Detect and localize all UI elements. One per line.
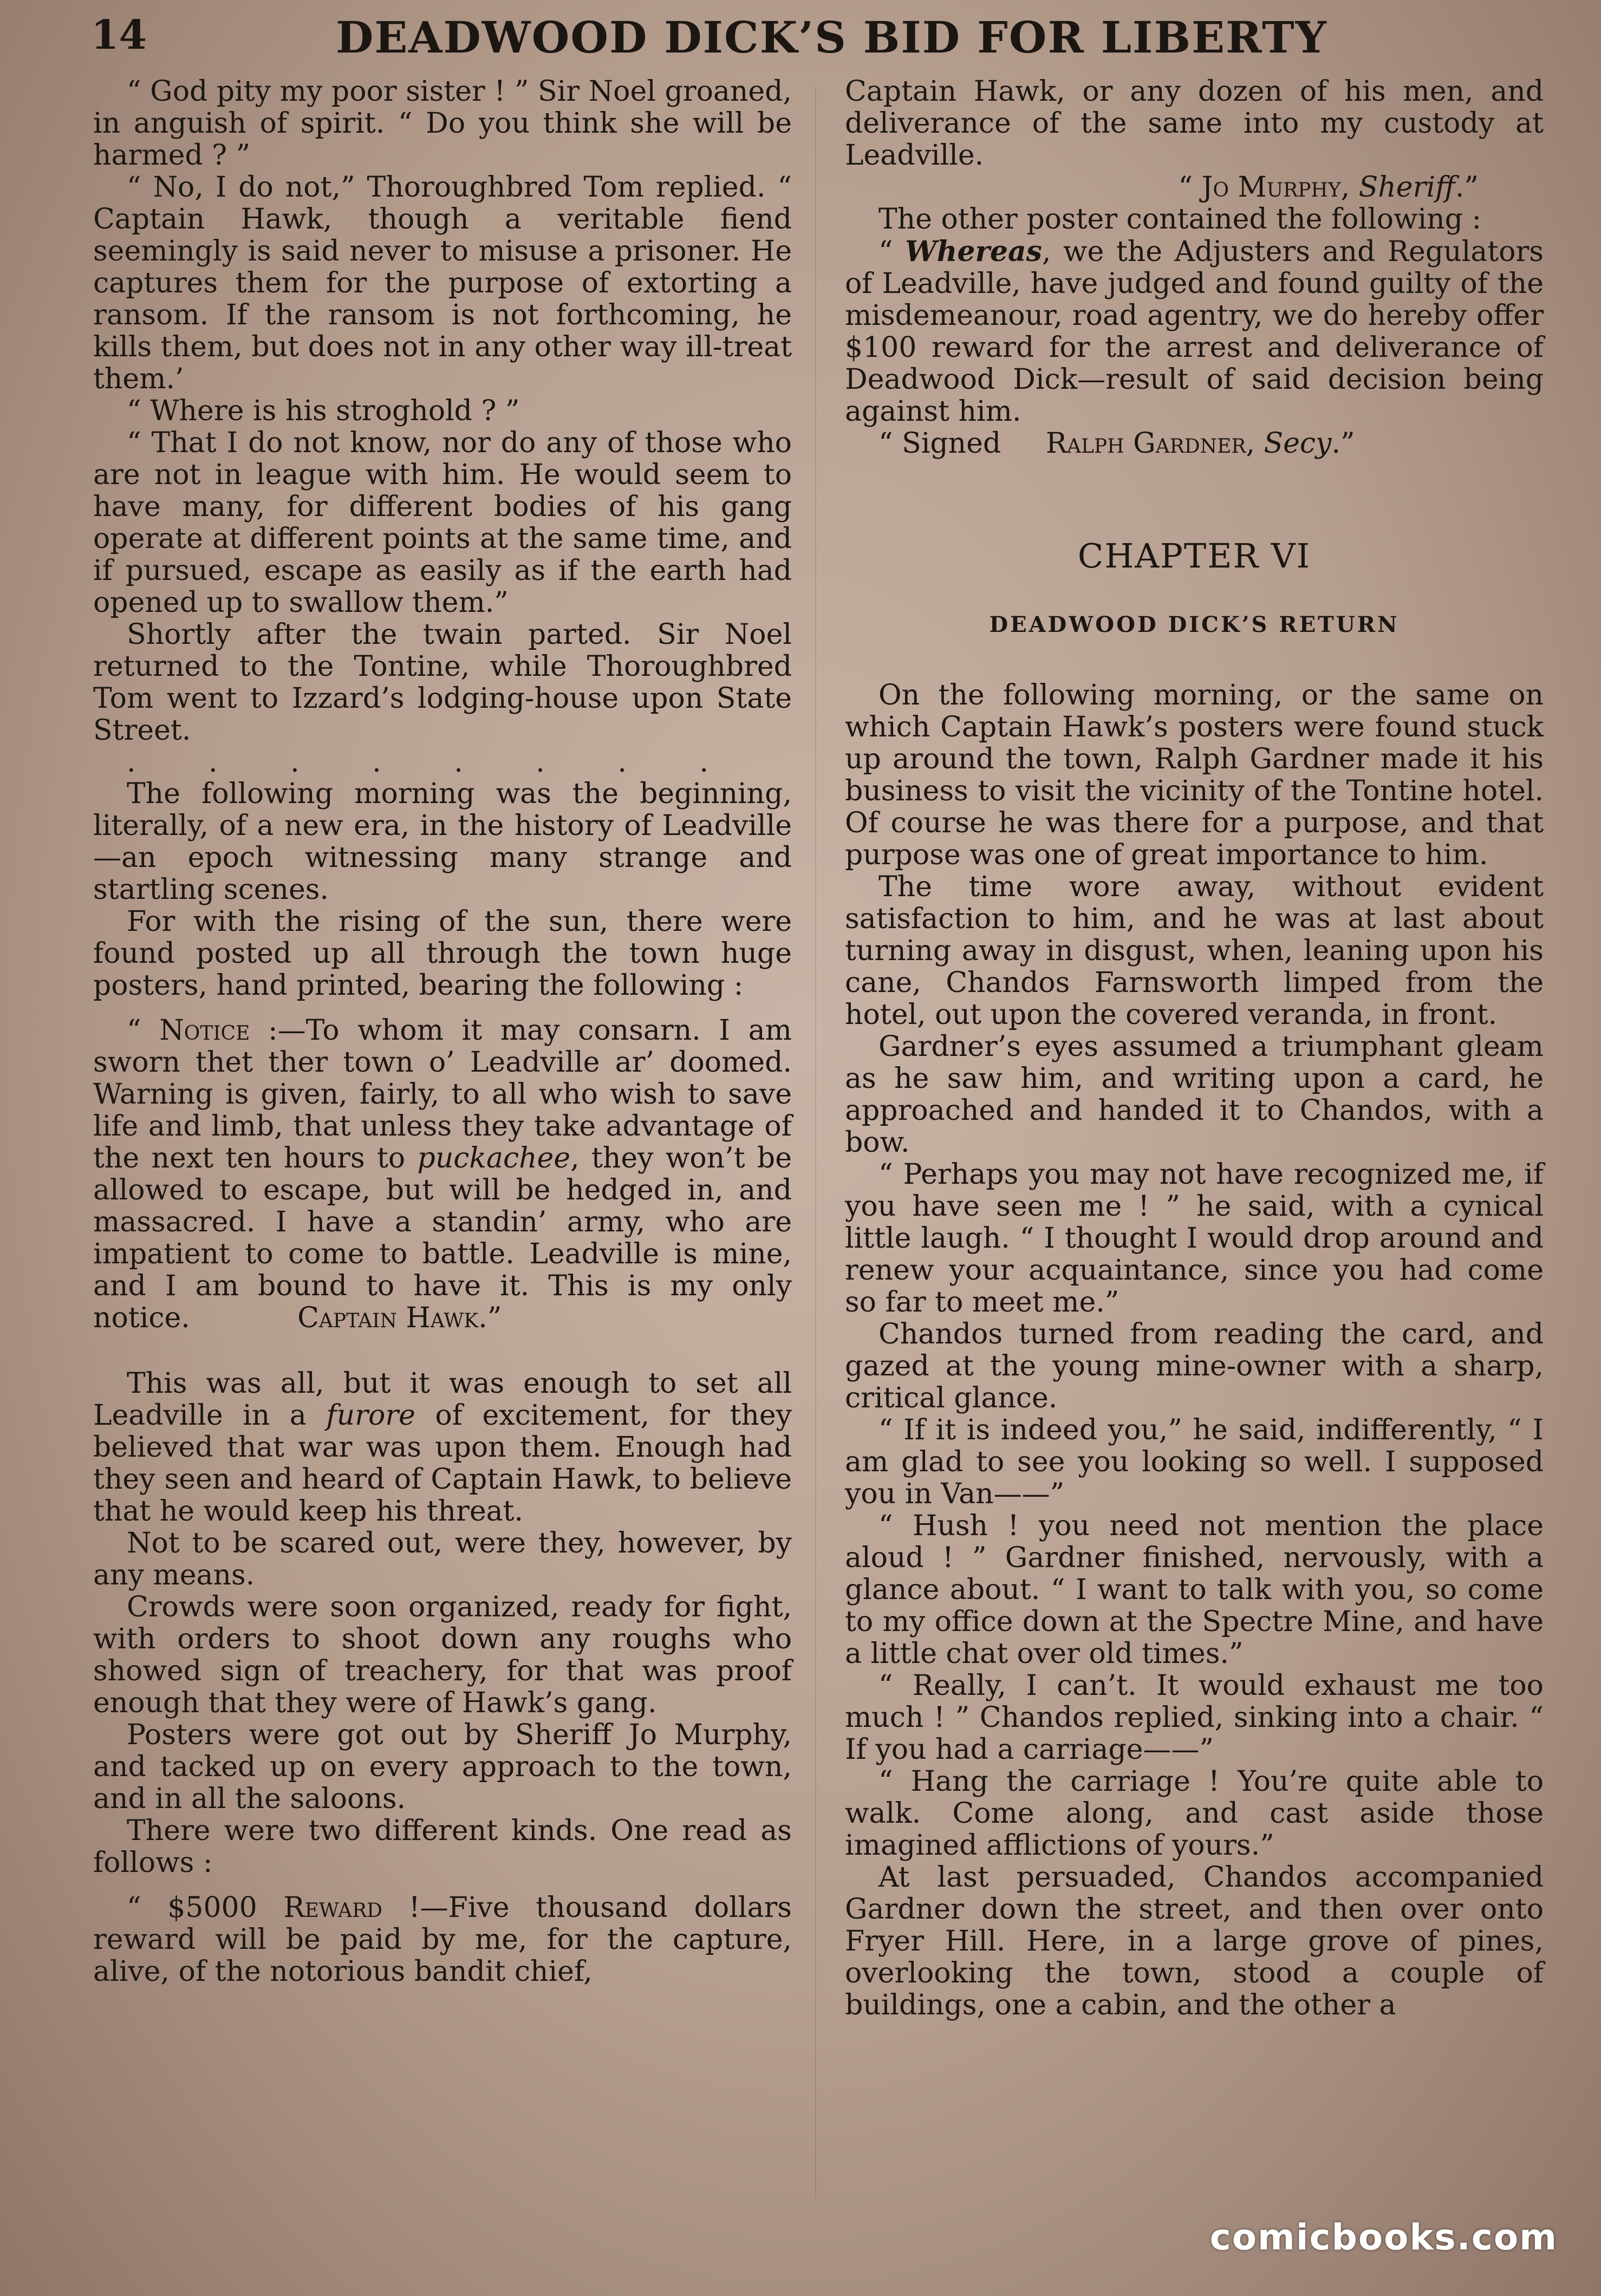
running-title: DEADWOOD DICK’S BID FOR LIBERTY: [336, 12, 1327, 63]
paragraph: The other poster contained the following :: [878, 203, 1481, 236]
notice-signature: Captain Hawk.: [297, 1302, 487, 1334]
left-column: [93, 76, 792, 1988]
paragraph: This was all, but it was enough to set all Leadville in a furore of excitement, for they believed that war was upon them. Enough had they seen and heard of Captain Hawk, to believe that he would keep his threat.: [93, 1367, 792, 1528]
sheriff-signature: “ Jo Murphy, Sheriff.”: [1178, 171, 1479, 204]
paragraph: “ If it is indeed you,” he said, indifferently, “ I am glad to see you looking so well. I supposed you in Van——”: [845, 1414, 1544, 1510]
notice-quote: “ Notice :—To whom it may consarn. I am sworn thet ther town o’ Leadville ar’ doomed. Warning is given, fairly, to all who wish to save life and limb, that unless they take advantage of the next ten hours to puckachee, they won’t be allowed to escape, but will be hedged in, and massacred. I have a standin’ army, who are impatient to come to battle. Leadville is mine, and I am bound to have it. This is my only notice. Captain Hawk.”: [93, 1014, 792, 1334]
paragraph: “ Hush ! you need not mention the place aloud ! ” Gardner finished, nervously, with a glance about. “ I want to talk with you, so come to my office down at the Spectre Mine, and have a little chat over old times.”: [845, 1510, 1544, 1670]
paragraph: Captain Hawk, or any dozen of his men, and deliverance of the same into my custody at Leadville.: [845, 75, 1544, 172]
paragraph: “ Where is his stroghold ? ”: [127, 395, 520, 427]
paragraph: “ No, I do not,” Thoroughbred Tom replied. “ Captain Hawk, though a veritable fiend seemingly is said never to misuse a prisoner. He captures them for the purpose of extorting a ransom. If the ransom is not forthcoming, he kills them, but does not in any other way ill-treat them.’: [93, 171, 792, 395]
paragraph: Posters were got out by Sheriff Jo Murphy, and tacked up on every approach to the town, and in all the saloons.: [93, 1719, 792, 1815]
paragraph: Shortly after the twain parted. Sir Noel returned to the Tontine, while Thoroughbred Tom went to Izzard’s lodging-house upon State Street.: [93, 618, 792, 747]
paragraph: For with the rising of the sun, there were found posted up all through the town huge posters, hand printed, bearing the following :: [93, 905, 792, 1002]
column-gutter: [815, 87, 816, 2199]
running-header: [76, 8, 1549, 67]
paragraph: “ God pity my poor sister ! ” Sir Noel groaned, in anguish of spirit. “ Do you think she will be harmed ? ”: [93, 75, 792, 172]
paragraph: On the following morning, or the same on which Captain Hawk’s posters were found stuck up around the town, Ralph Gardner made it his business to visit the vicinity of the Tontine hotel. Of course he was there for a purpose, and that purpose was one of great importance to him.: [845, 679, 1544, 871]
right-column: [845, 76, 1544, 2021]
notice-label: Notice: [159, 1014, 250, 1047]
paragraph: The following morning was the beginning, literally, of a new era, in the history of Leadville—an epoch witnessing many strange and startling scenes.: [93, 778, 792, 906]
section-break-dots: . . . . . . . .: [127, 746, 708, 779]
reward-poster-quote: “ $5000 Reward !—Five thousand dollars reward will be paid by me, for the capture, alive, of the notorious bandit chief,: [93, 1891, 792, 1988]
reward-label: $5000 Reward: [167, 1891, 383, 1924]
paragraph: Gardner’s eyes assumed a triumphant gleam as he saw him, and writing upon a card, he approached and handed it to Chandos, with a bow.: [845, 1030, 1544, 1159]
paragraph: At last persuaded, Chandos accompanied Gardner down the street, and then over onto Fryer Hill. Here, in a large grove of pines, overlooking the town, stood a couple of buildings, one a cabin, and the other a: [845, 1861, 1544, 2021]
paragraph: “ Hang the carriage ! You’re quite able to walk. Come along, and cast aside those imagined afflictions of yours.”: [845, 1765, 1544, 1862]
paragraph: There were two different kinds. One read as follows :: [93, 1815, 792, 1879]
paragraph: “ Perhaps you may not have recognized me, if you have seen me ! ” he said, with a cynical little laugh. “ I thought I would drop around and renew your acquaintance, since you had come so far to meet me.”: [845, 1158, 1544, 1319]
paragraph: “ That I do not know, nor do any of those who are not in league with him. He would seem to have many, for different bodies of his gang operate at different points at the same time, and if pursued, escape as easily as if the earth had opened up to swallow them.”: [93, 427, 792, 619]
site-watermark: comicbooks.com: [1209, 2216, 1558, 2258]
paragraph: “ Really, I can’t. It would exhaust me too much ! ” Chandos replied, sinking into a chair. “ If you had a carriage——”: [845, 1669, 1544, 1766]
paragraph: The time wore away, without evident satisfaction to him, and he was at last about turning away in disgust, when, leaning upon his cane, Chandos Farnsworth limped from the hotel, out upon the covered veranda, in front.: [845, 871, 1544, 1031]
whereas-poster-quote: “ Whereas, we the Adjusters and Regulators of Leadville, have judged and found guilty of the misdemeanour, road agentry, we do hereby offer $100 reward for the arrest and deliverance of Deadwood Dick—result of said decision being against him.: [845, 235, 1544, 428]
page-number: 14: [91, 12, 147, 58]
gardner-signature: “ Signed Ralph Gardner, Secy.”: [878, 427, 1355, 460]
chapter-heading: CHAPTER VI: [1077, 536, 1311, 576]
chapter-subtitle: DEADWOOD DICK’S RETURN: [989, 612, 1400, 637]
paragraph: Not to be scared out, were they, however, by any means.: [93, 1527, 792, 1591]
paragraph: Chandos turned from reading the card, and gazed at the young mine-owner with a sharp, critical glance.: [845, 1318, 1544, 1414]
paragraph: Crowds were soon organized, ready for fight, with orders to shoot down any roughs who showed sign of treachery, for that was proof enough that they were of Hawk’s gang.: [93, 1591, 792, 1719]
